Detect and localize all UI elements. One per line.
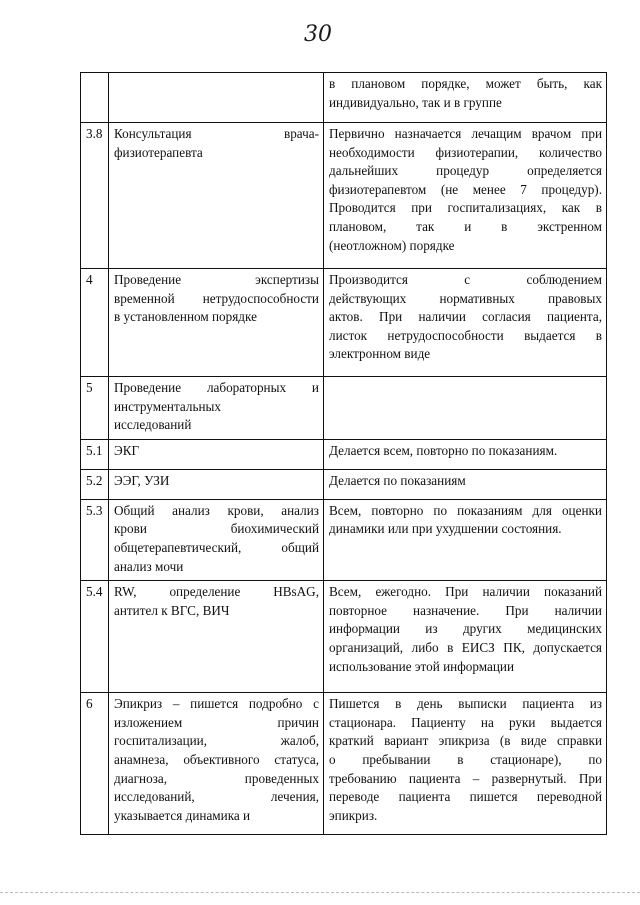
table-row [81, 377, 607, 440]
table-row [81, 269, 607, 377]
service-name [109, 469, 324, 499]
service-note-line: стационара. Пациенту на руки выдается [329, 714, 602, 730]
row-number [81, 73, 109, 123]
service-note [324, 469, 607, 499]
service-note-line: Всем, повторно по показаниям для оценки [329, 502, 602, 518]
row-number: 5.1 [81, 439, 109, 469]
service-note [324, 499, 607, 580]
table-row [81, 469, 607, 499]
service-note-line: переводе пациента пишется переводной [329, 789, 602, 805]
service-name-line: исследований [114, 417, 192, 433]
service-note-line: в плановом порядке, может быть, как [329, 76, 602, 91]
row-number: 5.4 [81, 581, 109, 693]
service-note-line: (неотложном) порядке [329, 237, 455, 253]
service-note-line: листок нетрудоспособности выдается в [329, 327, 602, 343]
service-note-line: динамики или при ухудшении состояния. [329, 521, 562, 537]
service-note-line: Всем, ежегодно. При наличии показаний [329, 584, 602, 600]
table-row [81, 581, 607, 693]
row-number: 4 [81, 269, 109, 377]
service-note-line: индивидуально, так и в группе [329, 94, 502, 110]
table-row [81, 73, 607, 123]
service-name-line: физиотерапевта [114, 144, 203, 160]
service-name-line: анамнеза, объективного статуса, [114, 751, 319, 767]
service-name-line: ЭКГ [114, 442, 140, 458]
service-name-line: изложением причин [114, 714, 319, 730]
table-row [81, 499, 607, 580]
service-note-line: эпикриз. [329, 807, 378, 823]
service-note-line: Пишется в день выписки пациента из [329, 696, 602, 712]
service-note-line: действующих нормативных правовых [329, 290, 602, 306]
service-note-line: использование этой информации [329, 658, 515, 674]
row-number: 5.3 [81, 499, 109, 580]
row-number: 3.8 [81, 123, 109, 269]
service-name-line: диагноза, проведенных [114, 770, 319, 786]
service-name [109, 581, 324, 693]
row-number: 5 [81, 377, 109, 440]
service-name-line: в установленном порядке [114, 309, 257, 325]
service-note [324, 269, 607, 377]
service-name-line: общетерапевтический, общий [114, 539, 319, 555]
service-note-line: информации из других медицинских [329, 621, 602, 637]
service-note [324, 123, 607, 269]
service-name-line: указывается динамика и [114, 807, 251, 823]
service-name-line: Общий анализ крови, анализ [114, 502, 319, 518]
service-note-line: Делается всем, повторно по показаниям. [329, 442, 558, 458]
service-name-line: госпитализации, жалоб, [114, 733, 319, 749]
procedures-table [80, 72, 607, 835]
service-note [324, 581, 607, 693]
service-name [109, 439, 324, 469]
service-name-line: антител к ВГС, ВИЧ [114, 602, 230, 618]
service-note-line: необходимости физиотерапии, количество [329, 144, 602, 160]
service-note-line: краткий вариант эпикриза (в виде справки [329, 733, 602, 749]
service-name-line: исследований, лечения, [114, 789, 319, 805]
table-row [81, 439, 607, 469]
service-name [109, 269, 324, 377]
service-note [324, 73, 607, 123]
service-note [324, 377, 607, 440]
service-note-line: требованию пациента – развернутый. При [329, 770, 602, 786]
service-name [109, 693, 324, 835]
row-number: 6 [81, 693, 109, 835]
service-name-line: анализ мочи [114, 558, 184, 574]
service-note-line: актов. При наличии согласия пациента, [329, 309, 602, 325]
service-name [109, 499, 324, 580]
service-name-line: Консультация врача- [114, 126, 319, 141]
service-note [324, 693, 607, 835]
service-note-line: повторное назначение. При наличии [329, 602, 602, 618]
service-note-line: электронном виде [329, 346, 431, 362]
procedures-table-body [81, 73, 607, 835]
service-name-line: RW, определение HBsAG, [114, 584, 319, 600]
service-name-line: Проведение экспертизы [114, 272, 319, 287]
service-note-line: о пребывании в стационаре), по [329, 751, 602, 767]
table-row [81, 693, 607, 835]
service-note-line: Первично назначается лечащим врачом при [329, 126, 602, 141]
service-name-line: инструментальных [114, 398, 221, 414]
service-note-line: физиотерапевтом (не менее 7 процедур). [329, 181, 602, 197]
service-note-line: Проводится при госпитализациях, как в [329, 200, 602, 216]
service-name-line: ЭЭГ, УЗИ [114, 472, 170, 488]
service-note [324, 439, 607, 469]
service-name [109, 123, 324, 269]
service-note-line: Делается по показаниям [329, 472, 466, 488]
service-name-line: Эпикриз – пишется подробно с [114, 696, 319, 712]
service-name-line: временной нетрудоспособности [114, 290, 319, 306]
page-number: 30 [304, 22, 332, 47]
service-note-line: Производится с соблюдением [329, 272, 602, 287]
service-note-line: плановом, так и в экстренном [329, 218, 602, 234]
service-name-line: Проведение лабораторных и [114, 380, 319, 395]
service-name [109, 377, 324, 440]
service-name-line: крови биохимический [114, 521, 319, 537]
page-bottom-edge [0, 892, 640, 895]
table-row [81, 123, 607, 269]
service-note-line: дальнейших процедур определяется [329, 163, 602, 179]
service-note-line: организаций, либо в ЕИСЗ ПК, допускается [329, 639, 602, 655]
row-number: 5.2 [81, 469, 109, 499]
service-name [109, 73, 324, 123]
